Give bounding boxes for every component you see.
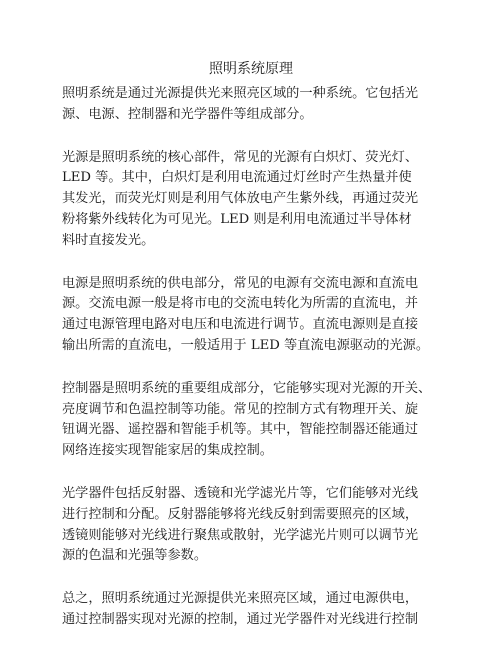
text-line: 透镜则能够对光线进行聚焦或散射，光学滤光片则可以调节光: [62, 527, 419, 543]
text-line: 料时直接发光。: [62, 232, 155, 248]
paragraph-intro: [62, 84, 462, 126]
paragraph-summary: [62, 589, 462, 631]
text-line: 源的色温和光强等参数。: [62, 548, 208, 564]
text-line: 亮度调节和色温控制等功能。常见的控制方式有物理开关、旋: [62, 401, 419, 417]
paragraph-light-source: [62, 148, 462, 252]
page-title: 照明系统原理: [209, 61, 293, 77]
text-line: 通过电源管理电路对电压和电流进行调节。直流电源则是直接: [62, 317, 419, 333]
paragraph-controller: [62, 379, 462, 462]
paragraph-optics: [62, 484, 462, 567]
text-line: 粉将紫外线转化为可见光。LED 则是利用电流通过半导体材: [62, 211, 412, 227]
text-line: 钮调光器、遥控器和智能手机等。其中，智能控制器还能通过: [62, 422, 419, 438]
text-line: 光源是照明系统的核心部件，常见的光源有白炽灯、荧光灯、: [62, 149, 419, 165]
text-line: 其发光，而荧光灯则是利用气体放电产生紫外线，再通过荧光: [62, 191, 419, 207]
text-line: 照明系统是通过光源提供光来照亮区域的一种系统。它包括光: [62, 86, 419, 101]
document-body: [62, 84, 462, 653]
text-line: 网络连接实现智能家居的集成控制。: [62, 443, 273, 459]
text-line: 源、电源、控制器和光学器件等组成部分。: [62, 106, 313, 122]
paragraph-power-supply: [62, 274, 462, 357]
text-line: 电源是照明系统的供电部分，常见的电源有交流电源和直流电: [62, 275, 419, 291]
text-line: 总之，照明系统通过光源提供光来照亮区域，通过电源供电，: [62, 591, 419, 607]
text-line: LED 等。其中，白炽灯是利用电流通过灯丝时产生热量并使: [62, 170, 412, 186]
text-line: 输出所需的直流电，一般适用于 LED 等直流电源驱动的光源。: [62, 337, 430, 353]
text-line: 控制器是照明系统的重要组成部分，它能够实现对光源的开关、: [62, 380, 432, 396]
text-line: 通过控制器实现对光源的控制，通过光学器件对光线进行控制: [62, 611, 419, 627]
text-line: 光学器件包括反射器、透镜和光学滤光片等，它们能够对光线: [62, 485, 419, 501]
text-line: 进行控制和分配。反射器能够将光线反射到需要照亮的区域，: [62, 506, 419, 522]
text-line: 源。交流电源一般是将市电的交流电转化为所需的直流电，并: [62, 296, 419, 312]
